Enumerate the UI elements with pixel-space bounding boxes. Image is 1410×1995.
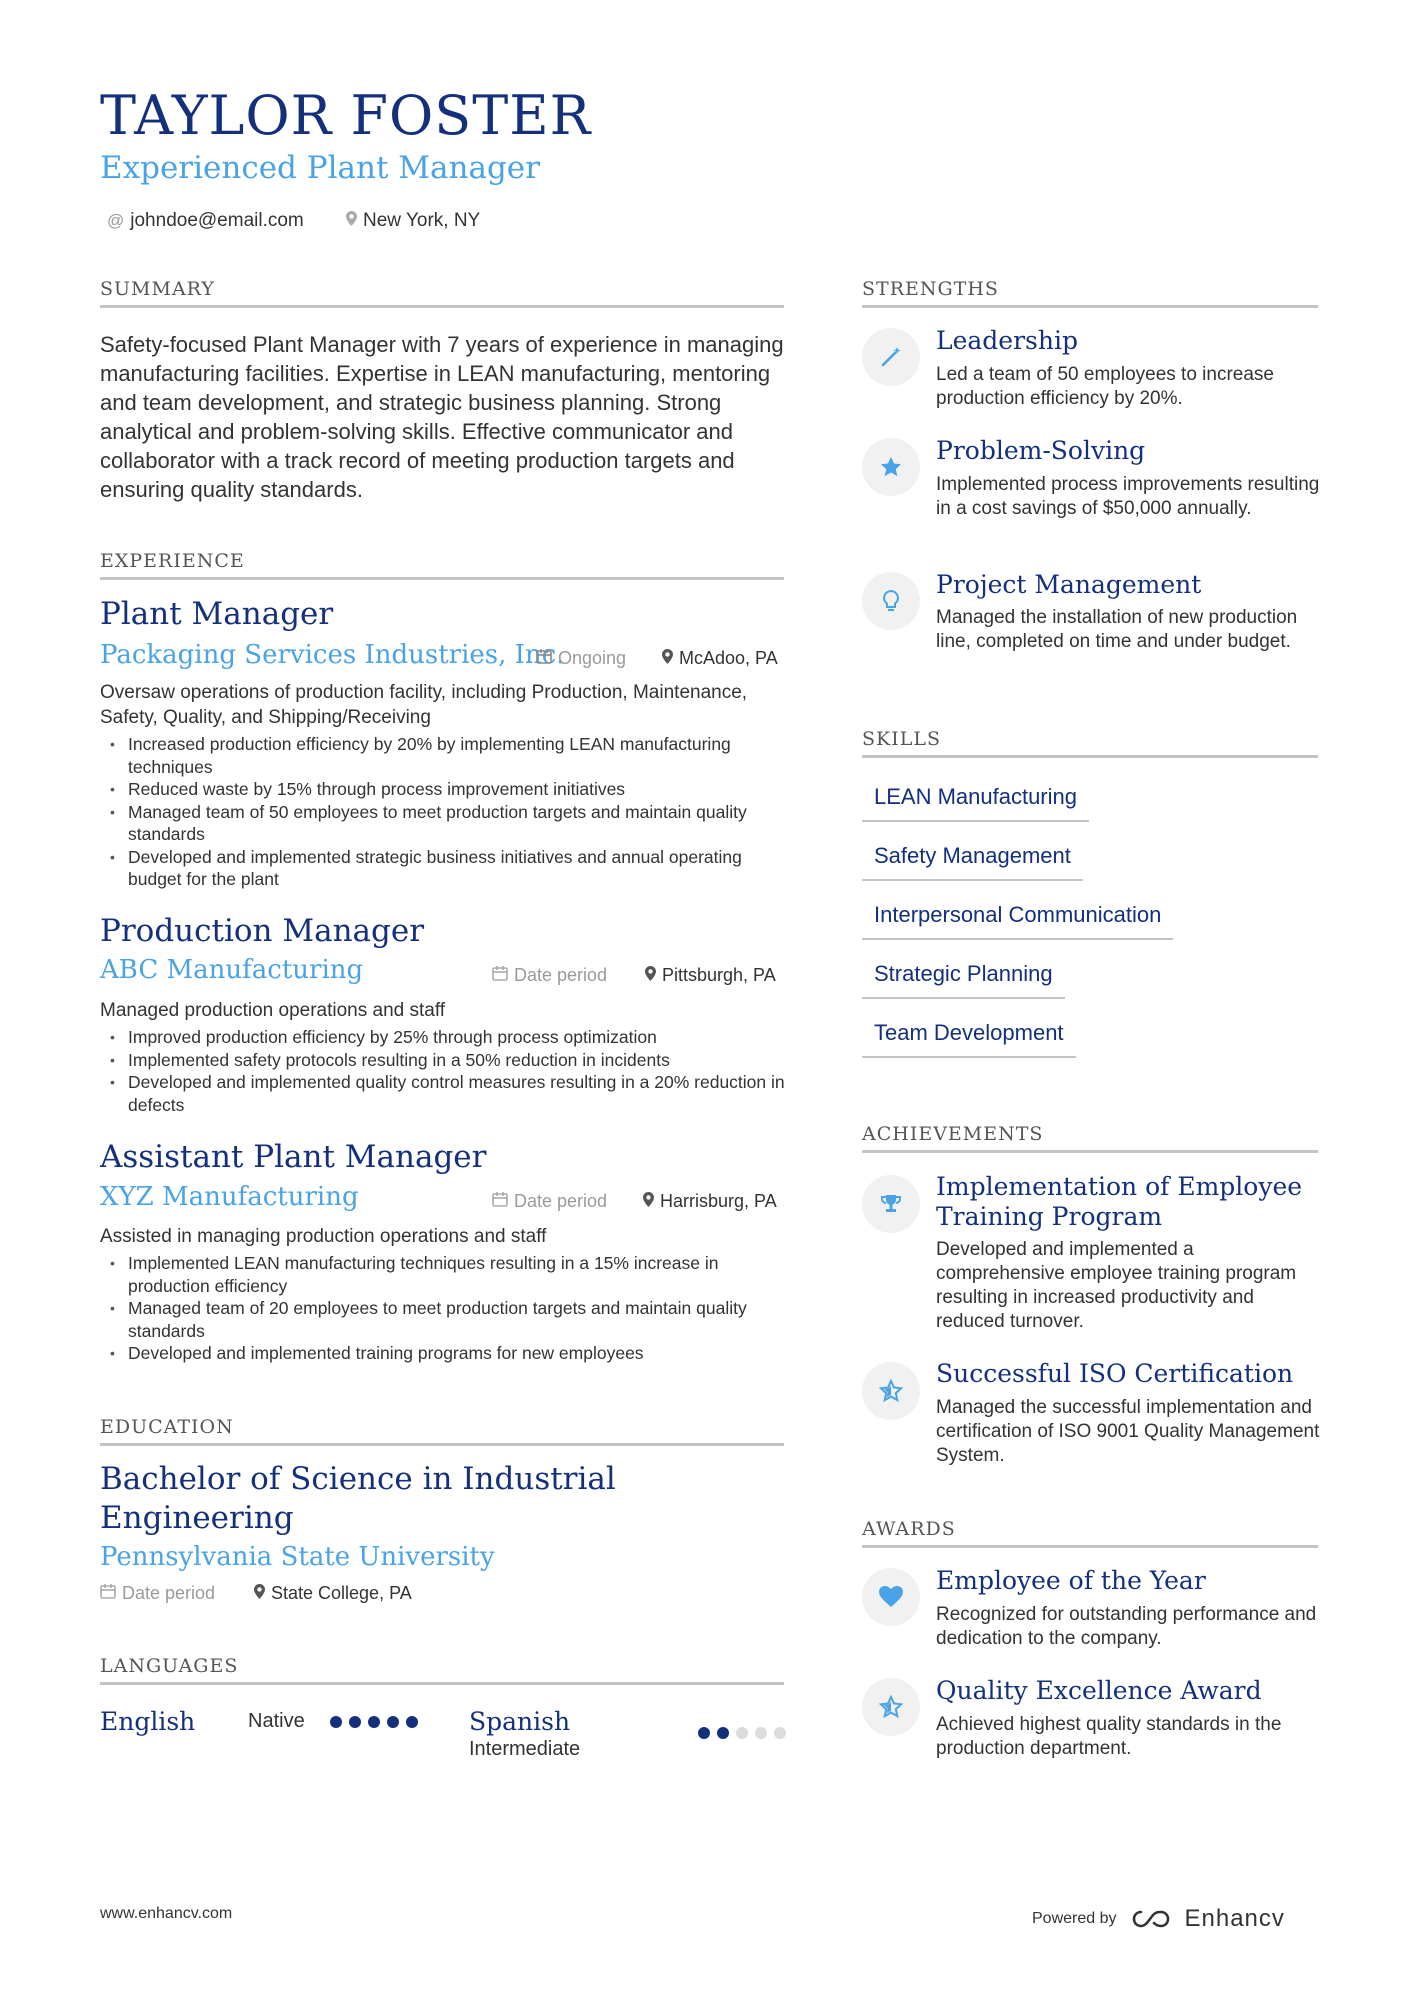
job-company: XYZ Manufacturing <box>100 1182 359 1212</box>
job-title: Production Manager <box>100 913 425 949</box>
award-desc: Recognized for outstanding performance and dedication to the company. <box>936 1604 1317 1649</box>
strength-desc: Managed the installation of new production line, completed on time and under budget. <box>936 607 1298 652</box>
rating-dot <box>349 1716 361 1728</box>
skill-tag: LEAN Manufacturing <box>862 784 1089 822</box>
rating-dot <box>387 1716 399 1728</box>
rating-dot <box>330 1716 342 1728</box>
candidate-name: TAYLOR FOSTER <box>100 84 592 147</box>
calendar-icon <box>536 648 552 669</box>
job-bullet: • Developed and implemented training programs for new employees <box>100 1342 790 1365</box>
job-location-text: Harrisburg, PA <box>660 1191 777 1211</box>
calendar-icon <box>100 1583 116 1604</box>
rating-dot <box>698 1727 710 1739</box>
rating-dot <box>368 1716 380 1728</box>
job-period <box>536 648 626 669</box>
contact-email[interactable] <box>107 210 304 232</box>
infinity-logo-icon <box>1131 1908 1177 1930</box>
lightbulb-icon <box>862 572 920 630</box>
language-name: English <box>100 1707 196 1736</box>
contact-location <box>346 210 480 232</box>
job-bullet: • Increased production efficiency by 20% by implementing LEAN manufacturing techniques <box>100 733 790 778</box>
job-bullet: • Managed team of 50 employees to meet production targets and maintain quality standards <box>100 801 790 846</box>
job-period-text: Date period <box>514 965 608 985</box>
at-icon: @ <box>107 211 125 230</box>
job-company: ABC Manufacturing <box>100 955 364 985</box>
skills-heading: SKILLS <box>862 728 1318 758</box>
footer-branding[interactable] <box>1032 1905 1285 1933</box>
education-heading: EDUCATION <box>100 1416 784 1446</box>
rating-dot <box>774 1727 786 1739</box>
magic-wand-icon <box>862 328 920 386</box>
award-title: Quality Excellence Award <box>936 1676 1262 1705</box>
achievement-title: Successful ISO Certification <box>936 1359 1294 1388</box>
job-period <box>492 1191 607 1212</box>
job-description: Managed production operations and staff <box>100 1000 446 1021</box>
job-location <box>645 965 776 986</box>
email-text: johndoe@email.com <box>130 210 304 231</box>
location-text: New York, NY <box>363 210 481 231</box>
job-period <box>492 965 607 986</box>
job-location-text: Pittsburgh, PA <box>662 965 776 985</box>
location-pin-icon <box>254 1584 265 1604</box>
rating-dot <box>717 1727 729 1739</box>
awards-heading: AWARDS <box>862 1518 1318 1548</box>
job-bullet: • Managed team of 20 employees to meet production targets and maintain quality standards <box>100 1297 790 1342</box>
education-period <box>100 1583 215 1604</box>
education-school: Pennsylvania State University <box>100 1542 495 1572</box>
powered-by-label: Powered by <box>1032 1910 1117 1927</box>
summary-heading: SUMMARY <box>100 278 784 308</box>
strength-title: Project Management <box>936 570 1202 599</box>
rating-dot <box>755 1727 767 1739</box>
language-rating-english <box>330 1716 425 1728</box>
strength-desc: Led a team of 50 employees to increase production efficiency by 20%. <box>936 364 1274 409</box>
job-company: Packaging Services Industries, Inc. <box>100 640 565 670</box>
education-degree: Bachelor of Science in Industrial Engineering <box>100 1461 616 1536</box>
strengths-heading: STRENGTHS <box>862 278 1318 308</box>
job-title: Plant Manager <box>100 596 334 632</box>
languages-heading: LANGUAGES <box>100 1655 784 1685</box>
star-icon <box>862 438 920 496</box>
strength-title: Problem-Solving <box>936 436 1146 465</box>
achievement-title: Implementation of Employee Training Program <box>936 1172 1303 1231</box>
job-bullet: • Implemented LEAN manufacturing techniques resulting in a 15% increase in production efficiency <box>100 1252 790 1297</box>
brand-name: Enhancv <box>1184 1905 1285 1932</box>
job-bullet: • Improved production efficiency by 25% through process optimization <box>100 1026 790 1049</box>
achievement-desc: Managed the successful implementation and certification of ISO 9001 Quality Management System. <box>936 1397 1320 1466</box>
strength-title: Leadership <box>936 326 1078 355</box>
calendar-icon <box>492 965 508 986</box>
education-location-text: State College, PA <box>271 1583 412 1603</box>
footer-website[interactable]: www.enhancv.com <box>100 1905 233 1922</box>
trophy-icon <box>862 1175 920 1233</box>
star-outline-icon <box>862 1362 920 1420</box>
education-location <box>254 1583 412 1604</box>
achievement-desc: Developed and implemented a comprehensive employee training program resulting in increased productivity and reduced turnover. <box>936 1239 1297 1332</box>
location-pin-icon <box>662 649 673 669</box>
job-location-text: McAdoo, PA <box>679 648 778 668</box>
job-description: Oversaw operations of production facility, including Production, Maintenance, Safety, Quality, and Shipping/Receiving <box>100 682 748 728</box>
education-period-text: Date period <box>122 1583 216 1603</box>
award-desc: Achieved highest quality standards in the production department. <box>936 1714 1282 1759</box>
language-name: Spanish <box>469 1707 571 1736</box>
skill-tag: Interpersonal Communication <box>862 902 1173 940</box>
job-bullets <box>100 733 790 891</box>
star-outline-icon <box>862 1678 920 1736</box>
language-level: Intermediate <box>469 1738 581 1760</box>
location-pin-icon <box>645 966 656 986</box>
summary-text: Safety-focused Plant Manager with 7 years of experience in managing manufacturing facilities. Expertise in LEAN manufacturing, mentoring and team development, and strategic business planning. Strong analytical and problem-solving skills. Effective communicator and collaborator with a track record of meeting production targets and ensuring quality standards. <box>100 332 784 502</box>
heart-icon <box>862 1568 920 1626</box>
job-title: Assistant Plant Manager <box>100 1139 487 1175</box>
award-title: Employee of the Year <box>936 1566 1206 1595</box>
location-pin-icon <box>643 1192 654 1212</box>
job-bullet: • Developed and implemented strategic business initiatives and annual operating budget for the plant <box>100 846 790 891</box>
experience-heading: EXPERIENCE <box>100 550 784 580</box>
skill-tag: Team Development <box>862 1020 1076 1058</box>
job-bullet: • Developed and implemented quality control measures resulting in a 20% reduction in defects <box>100 1071 790 1116</box>
job-bullet: • Implemented safety protocols resulting in a 50% reduction in incidents <box>100 1049 790 1072</box>
candidate-title: Experienced Plant Manager <box>100 150 540 186</box>
skill-tag: Safety Management <box>862 843 1083 881</box>
rating-dot <box>736 1727 748 1739</box>
job-period-text: Date period <box>514 1191 608 1211</box>
rating-dot <box>406 1716 418 1728</box>
job-description: Assisted in managing production operations and staff <box>100 1226 547 1247</box>
job-bullets <box>100 1252 790 1365</box>
skill-tag: Strategic Planning <box>862 961 1065 999</box>
calendar-icon <box>492 1191 508 1212</box>
job-bullets <box>100 1026 790 1116</box>
job-bullet: • Reduced waste by 15% through process improvement initiatives <box>100 778 790 801</box>
job-period-text: Ongoing <box>558 648 627 668</box>
job-location <box>662 648 778 669</box>
location-pin-icon <box>346 211 357 231</box>
strength-desc: Implemented process improvements resulting in a cost savings of $50,000 annually. <box>936 474 1320 519</box>
job-location <box>643 1191 777 1212</box>
achievements-heading: ACHIEVEMENTS <box>862 1123 1318 1153</box>
language-rating-spanish <box>698 1727 793 1739</box>
enhancv-logo <box>1131 1905 1285 1933</box>
language-level: Native <box>248 1710 305 1732</box>
